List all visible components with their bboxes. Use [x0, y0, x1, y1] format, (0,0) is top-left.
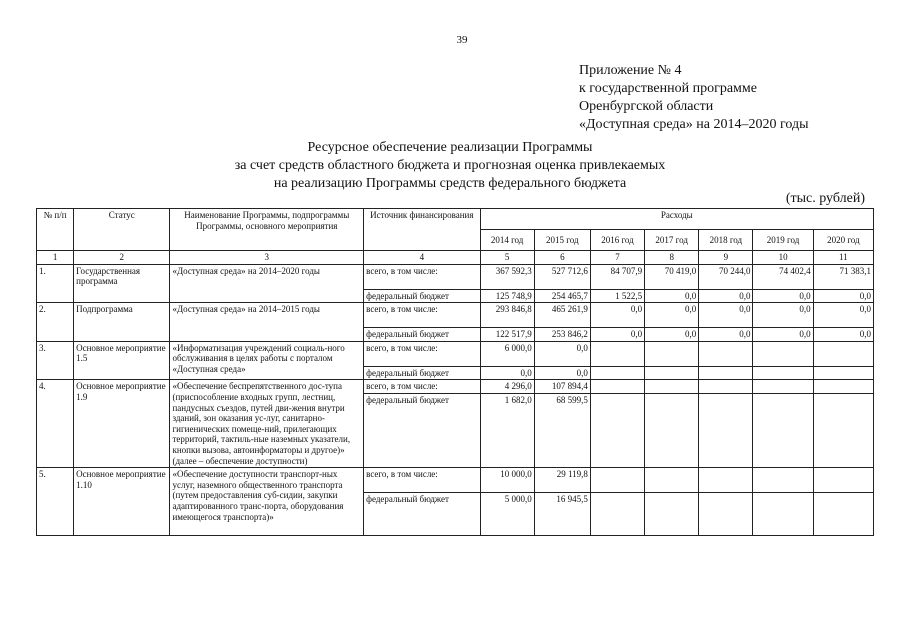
- value-cell: 0,0: [534, 341, 590, 366]
- row-source-total: всего, в том числе:: [364, 380, 480, 394]
- header-year: 2016 год: [590, 230, 644, 251]
- value-cell: [590, 380, 644, 394]
- value-cell: 0,0: [645, 328, 699, 342]
- row-source-federal: федеральный бюджет: [364, 393, 480, 467]
- table-row: [37, 380, 874, 394]
- row-name: «Информатизация учреждений социаль-ного обслуживания в целях работы с порталом «Доступная среда»: [170, 341, 364, 380]
- col-number: 9: [699, 251, 753, 265]
- value-cell: [699, 341, 753, 366]
- value-cell: 10 000,0: [480, 468, 534, 493]
- appendix-heading: [579, 62, 809, 134]
- col-number: 10: [753, 251, 813, 265]
- value-cell: 71 383,1: [813, 264, 873, 289]
- value-cell: 0,0: [645, 303, 699, 328]
- table-row: [37, 341, 874, 366]
- header-year: 2014 год: [480, 230, 534, 251]
- row-source-total: всего, в том числе:: [364, 341, 480, 366]
- col-number: 7: [590, 251, 644, 265]
- value-cell: 527 712,6: [534, 264, 590, 289]
- row-num: 1.: [37, 264, 74, 303]
- value-cell: [813, 393, 873, 467]
- row-name: «Доступная среда» на 2014–2020 годы: [170, 264, 364, 303]
- row-status: Государственная программа: [74, 264, 170, 303]
- title-line: на реализацию Программы средств федерального бюджета: [273, 176, 627, 191]
- col-number: 8: [645, 251, 699, 265]
- value-cell: 293 846,8: [480, 303, 534, 328]
- table-row: [37, 468, 874, 493]
- value-cell: 70 244,0: [699, 264, 753, 289]
- value-cell: [813, 380, 873, 394]
- value-cell: [699, 380, 753, 394]
- row-name: «Обеспечение беспрепятственного дос-тупа (приспособление входных групп, лестниц, пандусных съездов, путей дви-жения внутри зданий, зон оказания ус-луг, санитарно-гигиенических помеще-ний, прилегающих территорий, тактиль-ные наземных указатели, кнопки вызова, автоинформаторы и другое)» (далее – обеспечение доступности): [170, 380, 364, 468]
- value-cell: 0,0: [699, 289, 753, 303]
- header-expenses: Расходы: [480, 209, 873, 230]
- value-cell: [813, 468, 873, 493]
- value-cell: [590, 366, 644, 380]
- value-cell: 0,0: [813, 303, 873, 328]
- row-num: 5.: [37, 468, 74, 536]
- value-cell: 0,0: [645, 289, 699, 303]
- value-cell: 29 119,8: [534, 468, 590, 493]
- value-cell: 4 296,0: [480, 380, 534, 394]
- row-status: Основное мероприятие 1.9: [74, 380, 170, 468]
- page-number: 39: [456, 34, 468, 46]
- row-name: «Доступная среда» на 2014–2015 годы: [170, 303, 364, 342]
- value-cell: 0,0: [753, 289, 813, 303]
- value-cell: 0,0: [699, 303, 753, 328]
- value-cell: 6 000,0: [480, 341, 534, 366]
- row-status: Основное мероприятие 1.5: [74, 341, 170, 380]
- row-name: «Обеспечение доступности транспорт-ных услуг, наземного общественного транспорта (путем предоставления суб-сидии, закупки адаптированного транс-порта, оборудования имеющегося транспорта)»: [170, 468, 364, 536]
- value-cell: 0,0: [753, 303, 813, 328]
- value-cell: 0,0: [590, 303, 644, 328]
- header-num: № п/п: [37, 209, 74, 251]
- value-cell: 70 419,0: [645, 264, 699, 289]
- value-cell: 125 748,9: [480, 289, 534, 303]
- value-cell: [590, 341, 644, 366]
- header-source: Источник финансирования: [364, 209, 480, 251]
- value-cell: [645, 366, 699, 380]
- col-number: 6: [534, 251, 590, 265]
- header-year: 2018 год: [699, 230, 753, 251]
- value-cell: [645, 393, 699, 467]
- header-year: 2020 год: [813, 230, 873, 251]
- title-line: за счет средств областного бюджета и прогнозная оценка привлекаемых: [234, 158, 666, 173]
- value-cell: [699, 493, 753, 536]
- value-cell: 5 000,0: [480, 493, 534, 536]
- row-source-federal: федеральный бюджет: [364, 366, 480, 380]
- value-cell: [753, 468, 813, 493]
- value-cell: [645, 341, 699, 366]
- value-cell: [590, 393, 644, 467]
- col-number: 1: [37, 251, 74, 265]
- title-line: Ресурсное обеспечение реализации Программы: [307, 140, 593, 155]
- row-num: 4.: [37, 380, 74, 468]
- value-cell: 465 261,9: [534, 303, 590, 328]
- value-cell: [590, 493, 644, 536]
- row-source-total: всего, в том числе:: [364, 468, 480, 493]
- value-cell: 0,0: [813, 289, 873, 303]
- value-cell: [753, 366, 813, 380]
- value-cell: 0,0: [534, 366, 590, 380]
- appendix-line: Приложение № 4: [579, 63, 682, 78]
- value-cell: [753, 341, 813, 366]
- appendix-line: «Доступная среда» на 2014–2020 годы: [579, 117, 809, 132]
- value-cell: 122 517,9: [480, 328, 534, 342]
- value-cell: 84 707,9: [590, 264, 644, 289]
- value-cell: 0,0: [753, 328, 813, 342]
- value-cell: [590, 468, 644, 493]
- header-year: 2015 год: [534, 230, 590, 251]
- document-title: [200, 139, 700, 193]
- value-cell: 1 682,0: [480, 393, 534, 467]
- appendix-line: к государственной программе: [579, 81, 757, 96]
- row-source-federal: федеральный бюджет: [364, 493, 480, 536]
- value-cell: 74 402,4: [753, 264, 813, 289]
- value-cell: [753, 493, 813, 536]
- value-cell: 68 599,5: [534, 393, 590, 467]
- table-row: [37, 264, 874, 289]
- column-number-row: [37, 251, 874, 265]
- value-cell: 16 945,5: [534, 493, 590, 536]
- row-status: Основное мероприятие 1.10: [74, 468, 170, 536]
- row-num: 3.: [37, 341, 74, 380]
- value-cell: [813, 493, 873, 536]
- value-cell: [645, 493, 699, 536]
- col-number: 4: [364, 251, 480, 265]
- col-number: 5: [480, 251, 534, 265]
- value-cell: [753, 393, 813, 467]
- row-source-federal: федеральный бюджет: [364, 328, 480, 342]
- units-label: (тыс. рублей): [785, 191, 865, 206]
- value-cell: 0,0: [590, 328, 644, 342]
- value-cell: [813, 366, 873, 380]
- value-cell: [813, 341, 873, 366]
- row-num: 2.: [37, 303, 74, 342]
- row-status: Подпрограмма: [74, 303, 170, 342]
- value-cell: [699, 468, 753, 493]
- value-cell: 367 592,3: [480, 264, 534, 289]
- header-row: [37, 209, 874, 230]
- appendix-line: Оренбургской области: [579, 99, 714, 114]
- row-source-total: всего, в том числе:: [364, 303, 480, 328]
- value-cell: [645, 468, 699, 493]
- header-name: Наименование Программы, подпрограммы Программы, основного мероприятия: [170, 209, 364, 251]
- value-cell: [699, 366, 753, 380]
- table-row: [37, 303, 874, 328]
- value-cell: 0,0: [813, 328, 873, 342]
- value-cell: [753, 380, 813, 394]
- col-number: 3: [170, 251, 364, 265]
- value-cell: 254 465,7: [534, 289, 590, 303]
- value-cell: 0,0: [699, 328, 753, 342]
- value-cell: [645, 380, 699, 394]
- row-source-federal: федеральный бюджет: [364, 289, 480, 303]
- col-number: 11: [813, 251, 873, 265]
- value-cell: 0,0: [480, 366, 534, 380]
- row-source-total: всего, в том числе:: [364, 264, 480, 289]
- value-cell: [699, 393, 753, 467]
- header-year: 2017 год: [645, 230, 699, 251]
- resource-table: [36, 208, 874, 536]
- header-year: 2019 год: [753, 230, 813, 251]
- value-cell: 253 846,2: [534, 328, 590, 342]
- header-status: Статус: [74, 209, 170, 251]
- value-cell: 1 522,5: [590, 289, 644, 303]
- value-cell: 107 894,4: [534, 380, 590, 394]
- col-number: 2: [74, 251, 170, 265]
